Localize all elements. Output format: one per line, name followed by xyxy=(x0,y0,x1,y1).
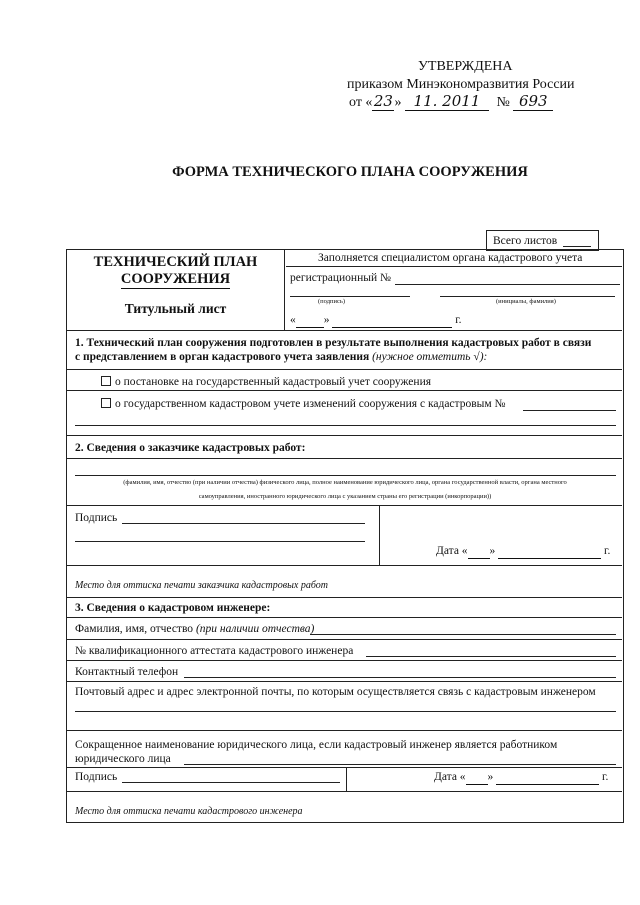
reg-date-day-field[interactable] xyxy=(296,313,324,328)
reg-signature-field[interactable] xyxy=(290,296,410,297)
engineer-address-field[interactable] xyxy=(75,711,616,712)
engineer-name-field[interactable] xyxy=(310,634,616,635)
engineer-address-label: Почтовый адрес и адрес электронной почты, по которым осуществляется связь с кадастровым инженером xyxy=(75,686,596,698)
title-block-heading xyxy=(68,254,283,289)
customer-date-month-field[interactable] xyxy=(498,544,601,559)
form-title: ФОРМА ТЕХНИЧЕСКОГО ПЛАНА СООРУЖЕНИЯ xyxy=(172,164,528,180)
section1-heading xyxy=(75,336,620,364)
option1-label: о постановке на государственный кадастровый учет сооружения xyxy=(115,376,432,388)
reg-date-line xyxy=(290,313,462,328)
reg-number-label: регистрационный № xyxy=(290,272,391,284)
engineer-cert-field[interactable] xyxy=(366,656,616,657)
section2-sign-divider xyxy=(379,505,380,565)
section1-option-divider xyxy=(67,390,622,391)
total-sheets-box xyxy=(486,230,599,251)
section1-option2[interactable] xyxy=(101,397,505,411)
approval-date-line xyxy=(349,92,553,112)
title-block-heading-line1: ТЕХНИЧЕСКИЙ ПЛАН xyxy=(93,254,258,270)
customer-date-label: Дата « xyxy=(436,545,468,557)
total-sheets-field[interactable] xyxy=(563,246,591,247)
engineer-date-month-field[interactable] xyxy=(496,770,599,785)
engineer-date-label: Дата « xyxy=(434,771,466,783)
customer-stamp-note: Место для оттиска печати заказчика кадастровых работ xyxy=(75,580,328,591)
reg-date-month-field[interactable] xyxy=(332,313,452,328)
cadastral-number-field-line2[interactable] xyxy=(75,425,616,426)
approval-date-month-year: 11. 2011 xyxy=(405,92,489,111)
engineer-date-line xyxy=(434,770,608,785)
engineer-name-row xyxy=(75,622,314,636)
engineer-org-label-line1: Сокращенное наименование юридического лица, если кадастровый инженер является работником xyxy=(75,739,558,751)
customer-caption xyxy=(70,478,620,501)
reg-date-open: « xyxy=(290,314,296,326)
section3-row1-divider xyxy=(67,639,622,640)
customer-date-line xyxy=(436,544,610,559)
section3-top-border xyxy=(67,597,622,598)
section2-stamp-top xyxy=(67,565,622,566)
option1-checkbox[interactable] xyxy=(101,376,111,386)
customer-year-suffix: г. xyxy=(604,545,611,557)
customer-name-field[interactable] xyxy=(75,475,616,476)
customer-date-close: » xyxy=(489,545,496,557)
option2-checkbox[interactable] xyxy=(101,398,111,408)
filled-by-underline xyxy=(286,266,622,267)
section3-row3-divider xyxy=(67,681,622,682)
section1-divider xyxy=(67,369,622,370)
section3-stamp-top xyxy=(67,791,622,792)
option2-label: о государственном кадастровом учете изменений сооружения с кадастровым № xyxy=(115,398,506,410)
title-block-subtitle: Титульный лист xyxy=(124,301,227,316)
section2-heading: 2. Сведения о заказчике кадастровых работ: xyxy=(75,442,306,454)
section3-heading-divider xyxy=(67,617,622,618)
approval-date-day: 23 xyxy=(373,92,393,110)
section1-heading-line2: с представлением в орган кадастрового учета заявления xyxy=(75,351,370,363)
section3-row4-divider xyxy=(67,730,622,731)
reg-number-field[interactable] xyxy=(395,284,620,285)
section1-option1[interactable] xyxy=(101,375,431,389)
engineer-stamp-note: Место для оттиска печати кадастрового инженера xyxy=(75,806,303,817)
engineer-date-close: » xyxy=(487,771,494,783)
engineer-org-label-line2: юридического лица xyxy=(75,753,171,765)
filled-by-note: Заполняется специалистом органа кадастрового учета xyxy=(318,252,583,264)
engineer-cert-label: № квалификационного аттестата кадастрового инженера xyxy=(75,645,354,657)
title-block-divider xyxy=(284,250,285,330)
engineer-year-suffix: г. xyxy=(602,771,609,783)
customer-date-day-field[interactable] xyxy=(468,544,490,559)
section2-sign-top xyxy=(67,505,622,506)
section2-divider xyxy=(67,458,622,459)
section1-heading-note: (нужное отметить √): xyxy=(372,351,488,363)
section2-top-border xyxy=(67,435,622,436)
engineer-org-field[interactable] xyxy=(184,764,616,765)
reg-date-close: » xyxy=(323,314,330,326)
approval-number-label: № xyxy=(496,95,510,110)
approval-order-line: приказом Минэкономразвития России xyxy=(347,77,575,92)
engineer-org-label xyxy=(75,738,557,766)
section1-top-border xyxy=(67,330,622,331)
approval-number-value: 693 xyxy=(513,92,553,111)
cadastral-number-field[interactable] xyxy=(523,410,616,411)
engineer-phone-label: Контактный телефон xyxy=(75,666,179,678)
section3-heading: 3. Сведения о кадастровом инженере: xyxy=(75,602,271,614)
section3-row2-divider xyxy=(67,660,622,661)
reg-year-suffix: г. xyxy=(455,314,462,326)
section1-heading-line1: 1. Технический план сооружения подготовлен в результате выполнения кадастровых работ в связи xyxy=(75,337,592,349)
approval-title: УТВЕРЖДЕНА xyxy=(418,59,513,74)
section3-sign-divider xyxy=(346,767,347,791)
customer-caption-line1: (фамилия, имя, отчество (при наличии отчества) физического лица, полное наименование юридического лица, органа государственной власти, органа местного xyxy=(123,479,567,486)
total-sheets-label: Всего листов xyxy=(493,235,558,247)
engineer-name-label: Фамилия, имя, отчество xyxy=(75,623,194,635)
signature-caption: (подпись) xyxy=(318,298,345,305)
customer-signature-field-line2[interactable] xyxy=(75,541,365,542)
customer-caption-line2: самоуправления, иностранного юридического лица с указанием страны его регистрации (инкорпорации)) xyxy=(198,493,492,500)
section3-row5-divider xyxy=(67,767,622,768)
engineer-phone-field[interactable] xyxy=(184,677,616,678)
customer-signature-label: Подпись xyxy=(75,512,118,524)
approval-date-prefix: от « xyxy=(349,95,373,110)
title-block-heading-line2: СООРУЖЕНИЯ xyxy=(120,271,231,287)
engineer-date-day-field[interactable] xyxy=(466,770,488,785)
engineer-name-note: (при наличии отчества) xyxy=(195,623,315,635)
initials-caption: (инициалы, фамилия) xyxy=(496,298,556,305)
engineer-signature-label: Подпись xyxy=(75,771,118,783)
customer-signature-field[interactable] xyxy=(122,523,365,524)
engineer-signature-field[interactable] xyxy=(122,782,340,783)
approval-date-sep: » xyxy=(394,95,402,110)
